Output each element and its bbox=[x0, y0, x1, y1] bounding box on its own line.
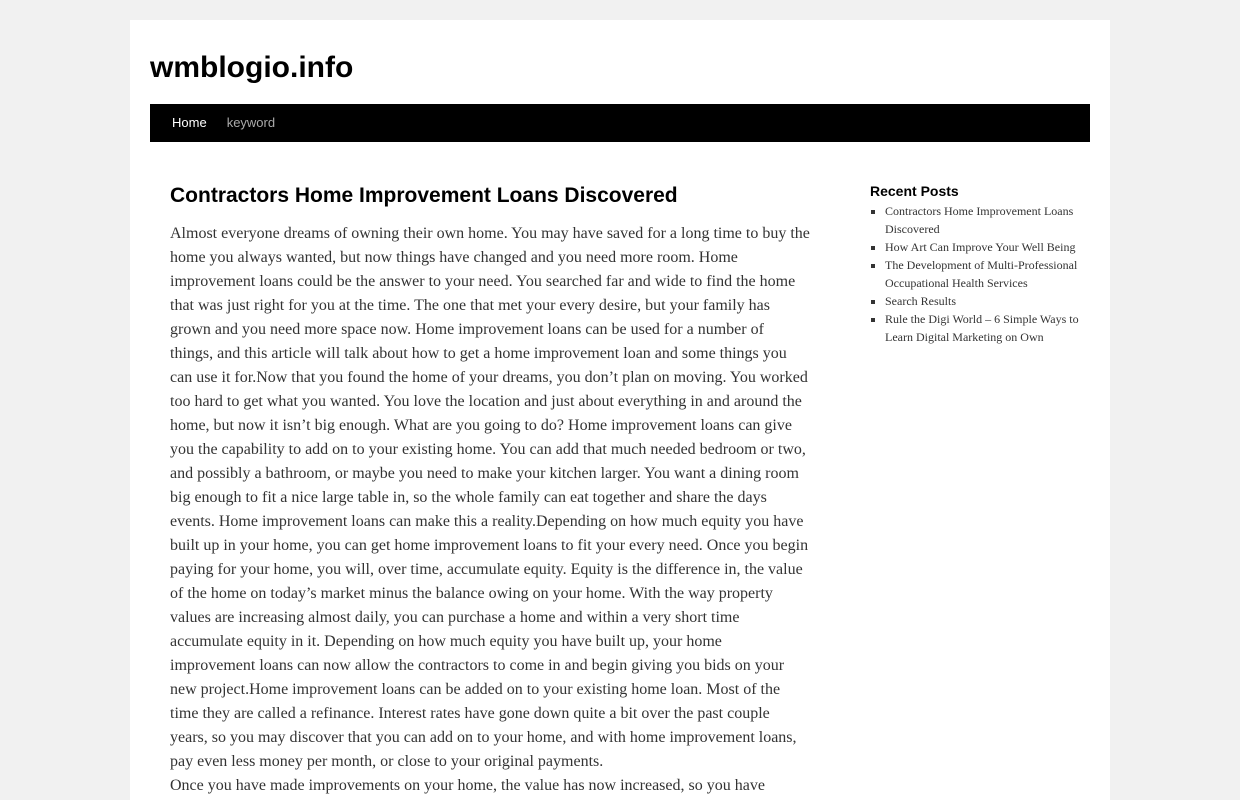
post-paragraph: Once you have made improvements on your home, the value has now increased, so you have bbox=[170, 777, 765, 794]
post-title: Contractors Home Improvement Loans Discovered bbox=[170, 184, 678, 207]
recent-posts-list bbox=[870, 202, 1080, 346]
recent-post-item bbox=[885, 310, 1080, 346]
recent-post-item bbox=[885, 202, 1080, 238]
nav-menu bbox=[150, 104, 1090, 142]
recent-post-item bbox=[885, 238, 1080, 256]
recent-posts-heading: Recent Posts bbox=[870, 183, 959, 199]
nav-item-keyword bbox=[217, 104, 285, 142]
recent-post-link[interactable]: Search Results bbox=[885, 294, 956, 308]
recent-post-item bbox=[885, 256, 1080, 292]
recent-post-link[interactable]: Contractors Home Improvement Loans Discovered bbox=[885, 204, 1074, 236]
post-paragraph: Almost everyone dreams of owning their own home. You may have saved for a long time to buy the home you always wanted, but now things have changed and you need more room. Home improvement loans could be the answer to your need. You searched far and wide to find the home that was just right for you at the time. The one that met your every desire, but your family has grown and you need more space now. Home improvement loans can be used for a number of things, and this article will talk about how to get a home improvement loan and some things you can use it for.Now that you found the home of your dreams, you don’t plan on moving. You worked too hard to get what you wanted. You love the location and just about everything in and around the home, but now it isn’t big enough. What are you going to do? Home improvement loans can give you the capability to add on to your existing home. You can add that much needed bedroom or two, and possibly a bathroom, or maybe you need to make your kitchen larger. You want a dining room big enough to fit a nice large table in, so the whole family can eat together and share the days events. Home improvement loans can make this a reality.Depending on how much equity you have built up in your home, you can get home improvement loans to fit your every need. Once you begin paying for your home, you will, over time, accumulate equity. Equity is the difference in, the value of the home on today’s market minus the balance owing on your home. With the way property values are increasing almost daily, you can purchase a home and within a very short time accumulate equity in it. Depending on how much equity you have built up, your home improvement loans can now allow the contractors to come in and begin giving you bids on your new project.Home improvement loans can be added on to your existing home loan. Most of the time they are called a refinance. Interest rates have gone down quite a bit over the past couple years, so you may discover that you can add on to your home, and with home improvement loans, pay even less money per month, or close to your original payments. bbox=[170, 225, 810, 770]
page-wrapper bbox=[130, 20, 1110, 800]
recent-post-link[interactable]: The Development of Multi-Professional Occupational Health Services bbox=[885, 258, 1078, 290]
nav-item-home bbox=[162, 104, 217, 142]
nav-link-home[interactable]: Home bbox=[172, 115, 207, 130]
post-content-area bbox=[170, 182, 810, 798]
main-nav bbox=[150, 104, 1090, 142]
recent-post-link[interactable]: Rule the Digi World – 6 Simple Ways to Learn Digital Marketing on Own bbox=[885, 312, 1079, 344]
site-title-link[interactable]: wmblogio.info bbox=[150, 51, 354, 84]
post-body bbox=[170, 222, 810, 798]
sidebar bbox=[870, 182, 1080, 346]
recent-post-item bbox=[885, 292, 1080, 310]
recent-post-link[interactable]: How Art Can Improve Your Well Being bbox=[885, 240, 1076, 254]
nav-link-keyword[interactable]: keyword bbox=[226, 115, 276, 130]
